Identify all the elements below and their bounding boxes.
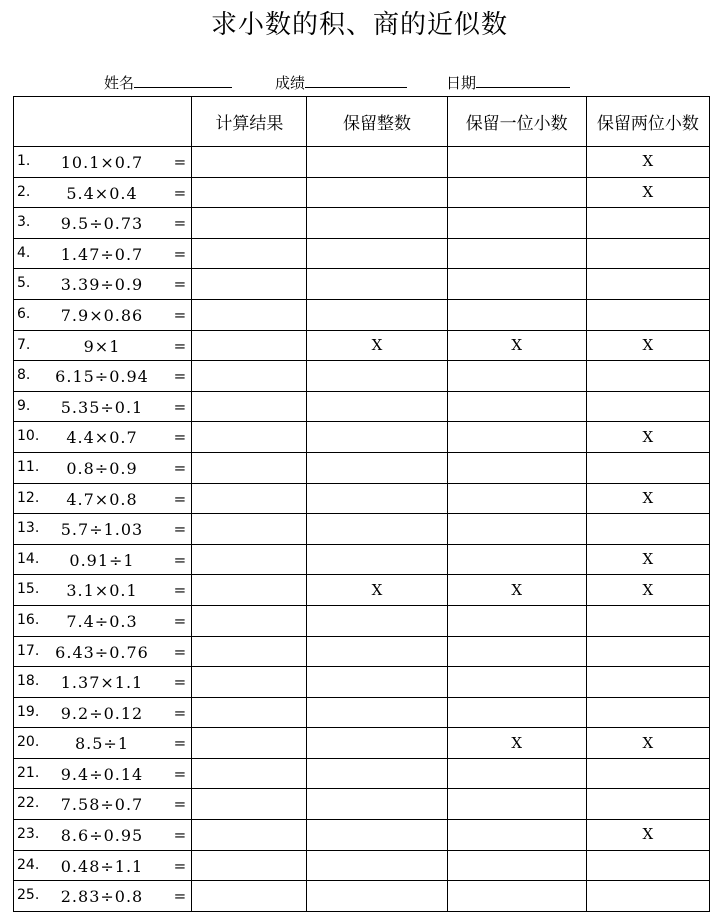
integer-cell[interactable]: [307, 391, 447, 422]
question-cell: [14, 391, 192, 422]
header-two-decimal: 保留两位小数: [586, 97, 709, 147]
question-number: 4.: [17, 244, 31, 261]
question-cell: [14, 299, 192, 330]
question-cell: [14, 667, 192, 698]
question-cell: [14, 147, 192, 178]
one-decimal-cell[interactable]: [447, 850, 586, 881]
two-decimal-cell[interactable]: [586, 361, 709, 392]
integer-cell[interactable]: [307, 422, 447, 453]
question-number: 3.: [17, 214, 31, 231]
result-cell[interactable]: [192, 208, 307, 239]
result-cell[interactable]: [192, 544, 307, 575]
two-decimal-cell[interactable]: [586, 605, 709, 636]
equals-sign: =: [173, 244, 187, 263]
table-row: [14, 544, 710, 575]
question-cell: [14, 422, 192, 453]
table-body: [14, 147, 710, 912]
table-row: [14, 605, 710, 636]
integer-cell[interactable]: [307, 697, 447, 728]
table-row: [14, 177, 710, 208]
equals-sign: =: [173, 367, 187, 386]
two-decimal-cell[interactable]: X: [586, 575, 709, 606]
two-decimal-cell[interactable]: [586, 758, 709, 789]
header-result: 计算结果: [192, 97, 307, 147]
question-number: 9.: [17, 397, 31, 414]
equals-sign: =: [173, 214, 187, 233]
integer-cell[interactable]: [307, 269, 447, 300]
question-expression: 6.15÷0.94: [55, 367, 149, 387]
date-field: [446, 72, 570, 94]
result-cell[interactable]: [192, 667, 307, 698]
equals-sign: =: [173, 428, 187, 447]
one-decimal-cell[interactable]: [447, 299, 586, 330]
question-expression: 9.4÷0.14: [60, 764, 144, 784]
result-cell[interactable]: [192, 269, 307, 300]
question-number: 20.: [17, 734, 40, 751]
one-decimal-cell[interactable]: [447, 208, 586, 239]
question-number: 17.: [17, 642, 40, 659]
one-decimal-cell[interactable]: [447, 422, 586, 453]
one-decimal-cell[interactable]: X: [447, 330, 586, 361]
result-cell[interactable]: [192, 728, 307, 759]
question-cell: [14, 452, 192, 483]
equals-sign: =: [173, 642, 187, 661]
equals-sign: =: [173, 336, 187, 355]
equals-sign: =: [173, 826, 187, 845]
one-decimal-cell[interactable]: [447, 391, 586, 422]
two-decimal-cell[interactable]: X: [586, 330, 709, 361]
two-decimal-cell[interactable]: [586, 697, 709, 728]
equals-sign: =: [173, 703, 187, 722]
table-row: [14, 238, 710, 269]
question-cell: [14, 789, 192, 820]
result-cell[interactable]: [192, 575, 307, 606]
integer-cell[interactable]: [307, 514, 447, 545]
name-label: 姓名: [104, 74, 135, 92]
question-expression: 0.8÷0.9: [66, 458, 138, 478]
table-row: [14, 330, 710, 361]
question-expression: 4.4×0.7: [66, 428, 138, 448]
integer-cell[interactable]: [307, 483, 447, 514]
question-expression: 2.83÷0.8: [60, 887, 144, 907]
result-cell[interactable]: [192, 758, 307, 789]
one-decimal-cell[interactable]: [447, 361, 586, 392]
result-cell[interactable]: [192, 391, 307, 422]
equals-sign: =: [173, 673, 187, 692]
table-row: [14, 269, 710, 300]
question-number: 12.: [17, 489, 40, 506]
question-cell: [14, 544, 192, 575]
question-cell: [14, 575, 192, 606]
question-cell: [14, 208, 192, 239]
table-row: [14, 575, 710, 606]
equals-sign: =: [173, 611, 187, 630]
two-decimal-cell[interactable]: X: [586, 422, 709, 453]
two-decimal-cell[interactable]: [586, 208, 709, 239]
one-decimal-cell[interactable]: [447, 789, 586, 820]
question-expression: 7.58÷0.7: [60, 795, 144, 815]
equals-sign: =: [173, 183, 187, 202]
integer-cell[interactable]: [307, 636, 447, 667]
question-number: 5.: [17, 275, 31, 292]
table-row: [14, 483, 710, 514]
two-decimal-cell[interactable]: [586, 881, 709, 912]
one-decimal-cell[interactable]: [447, 269, 586, 300]
integer-cell[interactable]: [307, 850, 447, 881]
one-decimal-cell[interactable]: [447, 544, 586, 575]
table-row: [14, 881, 710, 912]
question-number: 10.: [17, 428, 40, 445]
result-cell[interactable]: [192, 636, 307, 667]
equals-sign: =: [173, 795, 187, 814]
header-row: [14, 97, 710, 147]
one-decimal-cell[interactable]: X: [447, 575, 586, 606]
question-expression: 8.6÷0.95: [60, 826, 144, 846]
integer-cell[interactable]: [307, 452, 447, 483]
worksheet-table: [13, 96, 710, 912]
question-expression: 7.9×0.86: [60, 305, 144, 325]
table-row: [14, 208, 710, 239]
equals-sign: =: [173, 489, 187, 508]
one-decimal-cell[interactable]: [447, 238, 586, 269]
integer-cell[interactable]: [307, 177, 447, 208]
header-integer: 保留整数: [307, 97, 447, 147]
result-cell[interactable]: [192, 238, 307, 269]
two-decimal-cell[interactable]: [586, 391, 709, 422]
two-decimal-cell[interactable]: [586, 452, 709, 483]
question-number: 19.: [17, 703, 40, 720]
integer-cell[interactable]: [307, 820, 447, 851]
table-row: [14, 514, 710, 545]
equals-sign: =: [173, 275, 187, 294]
one-decimal-cell[interactable]: [447, 177, 586, 208]
one-decimal-cell[interactable]: [447, 758, 586, 789]
integer-cell[interactable]: X: [307, 330, 447, 361]
equals-sign: =: [173, 581, 187, 600]
question-expression: 1.37×1.1: [60, 673, 144, 693]
two-decimal-cell[interactable]: [586, 789, 709, 820]
result-cell[interactable]: [192, 881, 307, 912]
score-blank[interactable]: [305, 72, 407, 88]
integer-cell[interactable]: [307, 605, 447, 636]
two-decimal-cell[interactable]: X: [586, 728, 709, 759]
question-number: 14.: [17, 550, 40, 567]
one-decimal-cell[interactable]: [447, 147, 586, 178]
two-decimal-cell[interactable]: X: [586, 483, 709, 514]
result-cell[interactable]: [192, 820, 307, 851]
result-cell[interactable]: [192, 452, 307, 483]
integer-cell[interactable]: [307, 147, 447, 178]
two-decimal-cell[interactable]: X: [586, 544, 709, 575]
equals-sign: =: [173, 153, 187, 171]
question-expression: 10.1×0.7: [60, 153, 144, 172]
table-row: [14, 391, 710, 422]
integer-cell[interactable]: [307, 208, 447, 239]
question-expression: 9.5÷0.73: [60, 214, 144, 234]
result-cell[interactable]: [192, 330, 307, 361]
question-cell: [14, 238, 192, 269]
question-expression: 5.4×0.4: [66, 183, 138, 203]
table-row: [14, 636, 710, 667]
equals-sign: =: [173, 550, 187, 569]
result-cell[interactable]: [192, 514, 307, 545]
table-row: [14, 667, 710, 698]
question-cell: [14, 177, 192, 208]
result-cell[interactable]: [192, 789, 307, 820]
question-number: 18.: [17, 673, 40, 690]
question-cell: [14, 636, 192, 667]
question-number: 6.: [17, 305, 31, 322]
equals-sign: =: [173, 856, 187, 875]
two-decimal-cell[interactable]: X: [586, 820, 709, 851]
two-decimal-cell[interactable]: [586, 636, 709, 667]
result-cell[interactable]: [192, 147, 307, 178]
question-expression: 0.91÷1: [69, 550, 135, 570]
two-decimal-cell[interactable]: [586, 667, 709, 698]
integer-cell[interactable]: [307, 728, 447, 759]
equals-sign: =: [173, 458, 187, 477]
question-number: 2.: [17, 183, 31, 200]
question-cell: [14, 728, 192, 759]
table-row: [14, 452, 710, 483]
equals-sign: =: [173, 397, 187, 416]
result-cell[interactable]: [192, 605, 307, 636]
two-decimal-cell[interactable]: [586, 514, 709, 545]
score-field: [275, 72, 407, 94]
integer-cell[interactable]: X: [307, 575, 447, 606]
question-number: 16.: [17, 611, 40, 628]
integer-cell[interactable]: [307, 789, 447, 820]
result-cell[interactable]: [192, 697, 307, 728]
one-decimal-cell[interactable]: [447, 514, 586, 545]
question-expression: 5.7÷1.03: [60, 520, 144, 540]
table-row: [14, 147, 710, 178]
result-cell[interactable]: [192, 177, 307, 208]
one-decimal-cell[interactable]: X: [447, 728, 586, 759]
two-decimal-cell[interactable]: [586, 238, 709, 269]
integer-cell[interactable]: [307, 758, 447, 789]
question-expression: 8.5÷1: [74, 734, 130, 754]
question-expression: 5.35÷0.1: [60, 397, 144, 417]
question-cell: [14, 881, 192, 912]
question-cell: [14, 850, 192, 881]
two-decimal-cell[interactable]: X: [586, 147, 709, 178]
one-decimal-cell[interactable]: [447, 820, 586, 851]
equals-sign: =: [173, 520, 187, 539]
one-decimal-cell[interactable]: [447, 697, 586, 728]
table-row: [14, 361, 710, 392]
date-blank[interactable]: [476, 72, 570, 88]
one-decimal-cell[interactable]: [447, 483, 586, 514]
table-row: [14, 758, 710, 789]
question-number: 7.: [17, 336, 31, 353]
name-field: [104, 72, 232, 94]
question-cell: [14, 758, 192, 789]
one-decimal-cell[interactable]: [447, 452, 586, 483]
integer-cell[interactable]: [307, 361, 447, 392]
question-number: 25.: [17, 887, 40, 904]
integer-cell[interactable]: [307, 881, 447, 912]
question-number: 1.: [17, 153, 31, 169]
one-decimal-cell[interactable]: [447, 667, 586, 698]
question-number: 21.: [17, 764, 40, 781]
question-number: 8.: [17, 367, 31, 384]
two-decimal-cell[interactable]: [586, 850, 709, 881]
one-decimal-cell[interactable]: [447, 881, 586, 912]
question-cell: [14, 820, 192, 851]
two-decimal-cell[interactable]: [586, 299, 709, 330]
page-title: 求小数的积、商的近似数: [210, 10, 508, 40]
result-cell[interactable]: [192, 299, 307, 330]
question-cell: [14, 514, 192, 545]
header-question: [14, 97, 192, 147]
table-row: [14, 789, 710, 820]
question-number: 11.: [17, 458, 40, 475]
table-row: [14, 697, 710, 728]
question-cell: [14, 697, 192, 728]
question-cell: [14, 483, 192, 514]
question-expression: 9×1: [83, 336, 121, 356]
question-expression: 3.1×0.1: [66, 581, 138, 601]
date-label: 日期: [446, 74, 477, 92]
two-decimal-cell[interactable]: [586, 269, 709, 300]
question-expression: 9.2÷0.12: [60, 703, 144, 723]
table-row: [14, 820, 710, 851]
question-number: 15.: [17, 581, 40, 598]
question-number: 24.: [17, 856, 40, 873]
two-decimal-cell[interactable]: X: [586, 177, 709, 208]
integer-cell[interactable]: [307, 544, 447, 575]
question-expression: 0.48÷1.1: [60, 856, 144, 876]
equals-sign: =: [173, 734, 187, 753]
table-row: [14, 728, 710, 759]
question-number: 13.: [17, 520, 40, 537]
question-expression: 4.7×0.8: [66, 489, 138, 509]
equals-sign: =: [173, 887, 187, 906]
question-expression: 7.4÷0.3: [66, 611, 138, 631]
result-cell[interactable]: [192, 361, 307, 392]
question-cell: [14, 361, 192, 392]
score-label: 成绩: [275, 74, 306, 92]
header-one-decimal: 保留一位小数: [447, 97, 586, 147]
one-decimal-cell[interactable]: [447, 605, 586, 636]
result-cell[interactable]: [192, 483, 307, 514]
one-decimal-cell[interactable]: [447, 636, 586, 667]
question-cell: [14, 269, 192, 300]
table-row: [14, 299, 710, 330]
integer-cell[interactable]: [307, 238, 447, 269]
result-cell[interactable]: [192, 422, 307, 453]
name-blank[interactable]: [134, 72, 232, 88]
result-cell[interactable]: [192, 850, 307, 881]
equals-sign: =: [173, 305, 187, 324]
integer-cell[interactable]: [307, 667, 447, 698]
integer-cell[interactable]: [307, 299, 447, 330]
question-cell: [14, 330, 192, 361]
question-number: 22.: [17, 795, 40, 812]
table-row: [14, 850, 710, 881]
question-cell: [14, 605, 192, 636]
question-expression: 1.47÷0.7: [60, 244, 144, 264]
question-expression: 6.43÷0.76: [55, 642, 149, 662]
equals-sign: =: [173, 764, 187, 783]
table-row: [14, 422, 710, 453]
question-expression: 3.39÷0.9: [60, 275, 144, 295]
question-number: 23.: [17, 826, 40, 843]
